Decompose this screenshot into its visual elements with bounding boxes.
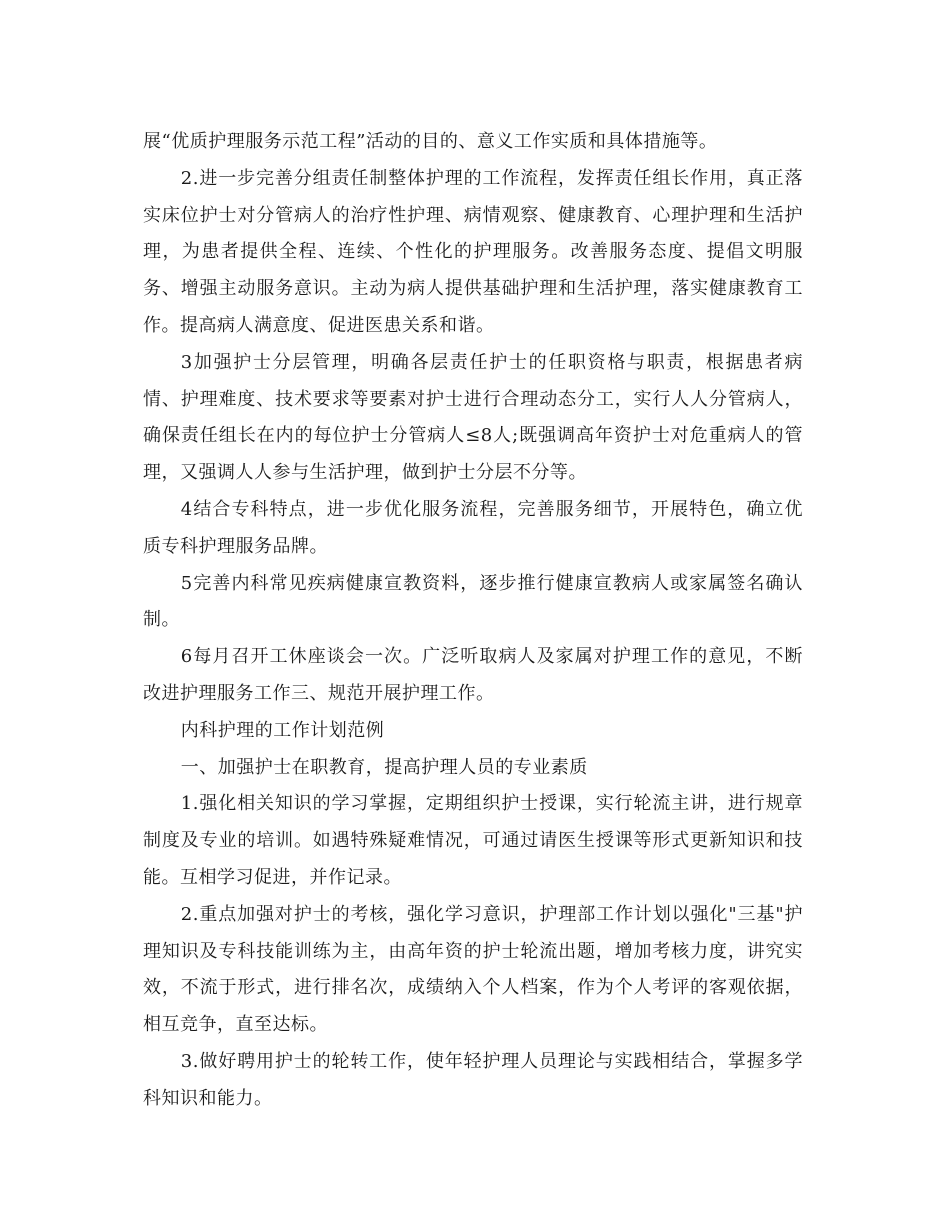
paragraph-item-4: 4结合专科特点，进一步优化服务流程，完善服务细节，开展特色，确立优质专科护理服务品牌。	[143, 498, 803, 557]
paragraph-sub-2: 2.重点加强对护士的考核，强化学习意识，护理部工作计划以强化"三基"护理知识及专科技能训练为主，由高年资的护士轮流出题，增加考核力度，讲究实效，不流于形式，进行排名次，成绩纳入个人档案，作为个人考评的客观依据，相互竞争，直至达标。	[143, 903, 803, 1036]
paragraph-item-3: 3加强护士分层管理，明确各层责任护士的任职资格与职责，根据患者病情、护理难度、技术要求等要素对护士进行合理动态分工，实行人人分管病人，确保责任组长在内的每位护士分管病人≤8人;既强调高年资护士对危重病人的管理，又强调人人参与生活护理，做到护士分层不分等。	[143, 351, 803, 484]
section-heading-1: 一、加强护士在职教育，提高护理人员的专业素质	[180, 756, 588, 778]
paragraph-intro-continued: 展“优质护理服务示范工程”活动的目的、意义工作实质和具体措施等。	[143, 131, 718, 152]
paragraph-sub-1: 1.强化相关知识的学习掌握，定期组织护士授课，实行轮流主讲，进行规章制度及专业的培训。如遇特殊疑难情况，可通过请医生授课等形式更新知识和技能。互相学习促进，并作记录。	[143, 793, 803, 888]
document-body	[143, 124, 803, 1118]
paragraph-item-2: 2.进一步完善分组责任制整体护理的工作流程，发挥责任组长作用，真正落实床位护士对分管病人的治疗性护理、病情观察、健康教育、心理护理和生活护理，为患者提供全程、连续、个性化的护理服务。改善服务态度、提倡文明服务、增强主动服务意识。主动为病人提供基础护理和生活护理，落实健康教育工作。提高病人满意度、促进医患关系和谐。	[143, 167, 803, 336]
paragraph-item-6: 6每月召开工休座谈会一次。广泛听取病人及家属对护理工作的意见，不断改进护理服务工作三、规范开展护理工作。	[143, 646, 803, 704]
paragraph-sub-3: 3.做好聘用护士的轮转工作，使年轻护理人员理论与实践相结合，掌握多学科知识和能力。	[143, 1050, 803, 1109]
paragraph-item-5: 5完善内科常见疾病健康宣教资料，逐步推行健康宣教病人或家属签名确认制。	[143, 572, 803, 631]
section-title: 内科护理的工作计划范例	[180, 719, 385, 741]
